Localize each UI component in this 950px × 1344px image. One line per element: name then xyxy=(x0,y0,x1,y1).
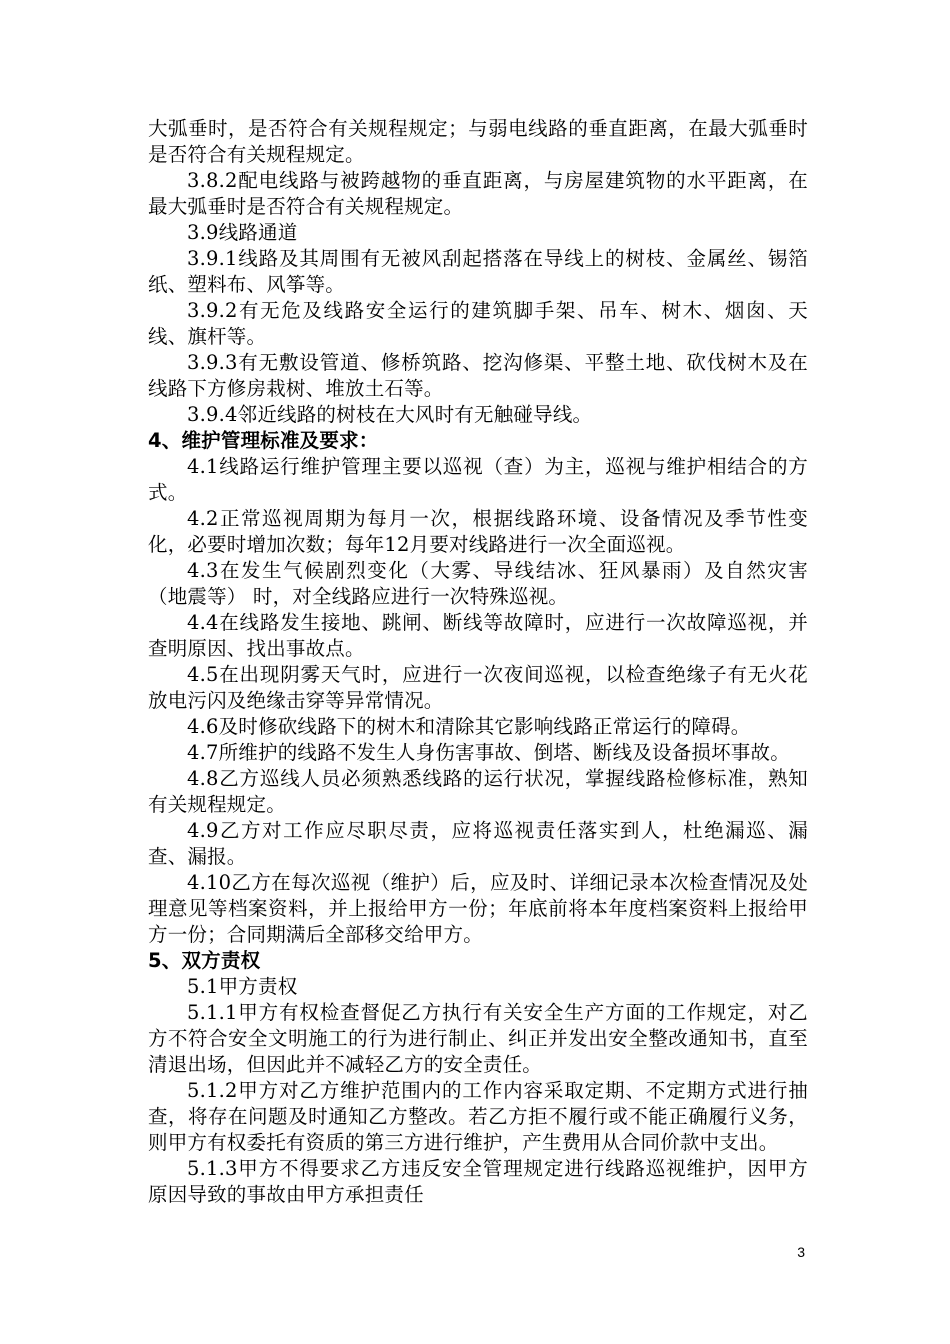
body-paragraph: 大弧垂时，是否符合有关规程规定；与弱电线路的垂直距离，在最大弧垂时是否符合有关规程规定。 xyxy=(148,117,808,166)
body-paragraph: 5.1甲方责权 xyxy=(187,975,298,998)
body-paragraph: 3.9.2有无危及线路安全运行的建筑脚手架、吊车、树木、烟囱、天线、旗杆等。 xyxy=(148,299,808,348)
body-paragraph: 3.9线路通道 xyxy=(187,221,298,244)
body-paragraph: 4.3在发生气候剧烈变化（大雾、导线结冰、狂风暴雨）及自然灾害（地震等） 时，对全线路应进行一次特殊巡视。 xyxy=(148,559,808,608)
body-paragraph: 3.9.3有无敷设管道、修桥筑路、挖沟修渠、平整土地、砍伐树木及在线路下方修房栽树、堆放土石等。 xyxy=(148,351,808,400)
body-paragraph: 4.6及时修砍线路下的树木和清除其它影响线路正常运行的障碍。 xyxy=(187,715,751,738)
body-paragraph: 5.1.2甲方对乙方维护范围内的工作内容采取定期、不定期方式进行抽查，将存在问题及时通知乙方整改。若乙方拒不履行或不能正确履行义务，则甲方有权委托有资质的第三方进行维护，产生费用从合同价款中支出。 xyxy=(148,1079,808,1154)
body-paragraph: 4.8乙方巡线人员必须熟悉线路的运行状况，掌握线路检修标准，熟知有关规程规定。 xyxy=(148,767,808,816)
body-paragraph: 5.1.1甲方有权检查督促乙方执行有关安全生产方面的工作规定，对乙方不符合安全文明施工的行为进行制止、纠正并发出安全整改通知书，直至清退出场，但因此并不减轻乙方的安全责任。 xyxy=(148,1001,808,1076)
page-number: 3 xyxy=(797,1244,805,1260)
body-paragraph: 4.9乙方对工作应尽职尽责，应将巡视责任落实到人，杜绝漏巡、漏查、漏报。 xyxy=(148,819,808,868)
body-paragraph: 4.7所维护的线路不发生人身伤害事故、倒塔、断线及设备损坏事故。 xyxy=(187,741,790,764)
body-paragraph: 3.9.1线路及其周围有无被风刮起搭落在导线上的树枝、金属丝、锡箔纸、塑料布、风筝等。 xyxy=(148,247,808,296)
section-heading: 4、维护管理标准及要求： xyxy=(148,429,379,452)
section-heading: 5、双方责权 xyxy=(148,949,261,972)
body-paragraph: 4.1线路运行维护管理主要以巡视（查）为主，巡视与维护相结合的方式。 xyxy=(148,455,808,504)
body-paragraph: 4.2正常巡视周期为每月一次，根据线路环境、设备情况及季节性变化，必要时增加次数；每年12月要对线路进行一次全面巡视。 xyxy=(148,507,808,556)
body-paragraph: 4.10乙方在每次巡视（维护）后，应及时、详细记录本次检查情况及处理意见等档案资料，并上报给甲方一份；年底前将本年度档案资料上报给甲方一份；合同期满后全部移交给甲方。 xyxy=(148,871,808,946)
document-body xyxy=(148,116,808,1208)
body-paragraph: 5.1.3甲方不得要求乙方违反安全管理规定进行线路巡视维护，因甲方原因导致的事故由甲方承担责任 xyxy=(148,1157,808,1206)
body-paragraph: 4.5在出现阴雾天气时，应进行一次夜间巡视，以检查绝缘子有无火花放电污闪及绝缘击穿等异常情况。 xyxy=(148,663,808,712)
body-paragraph: 4.4在线路发生接地、跳闸、断线等故障时，应进行一次故障巡视，并查明原因、找出事故点。 xyxy=(148,611,808,660)
body-paragraph: 3.9.4邻近线路的树枝在大风时有无触碰导线。 xyxy=(187,403,593,426)
body-paragraph: 3.8.2配电线路与被跨越物的垂直距离，与房屋建筑物的水平距离，在最大弧垂时是否符合有关规程规定。 xyxy=(148,169,808,218)
